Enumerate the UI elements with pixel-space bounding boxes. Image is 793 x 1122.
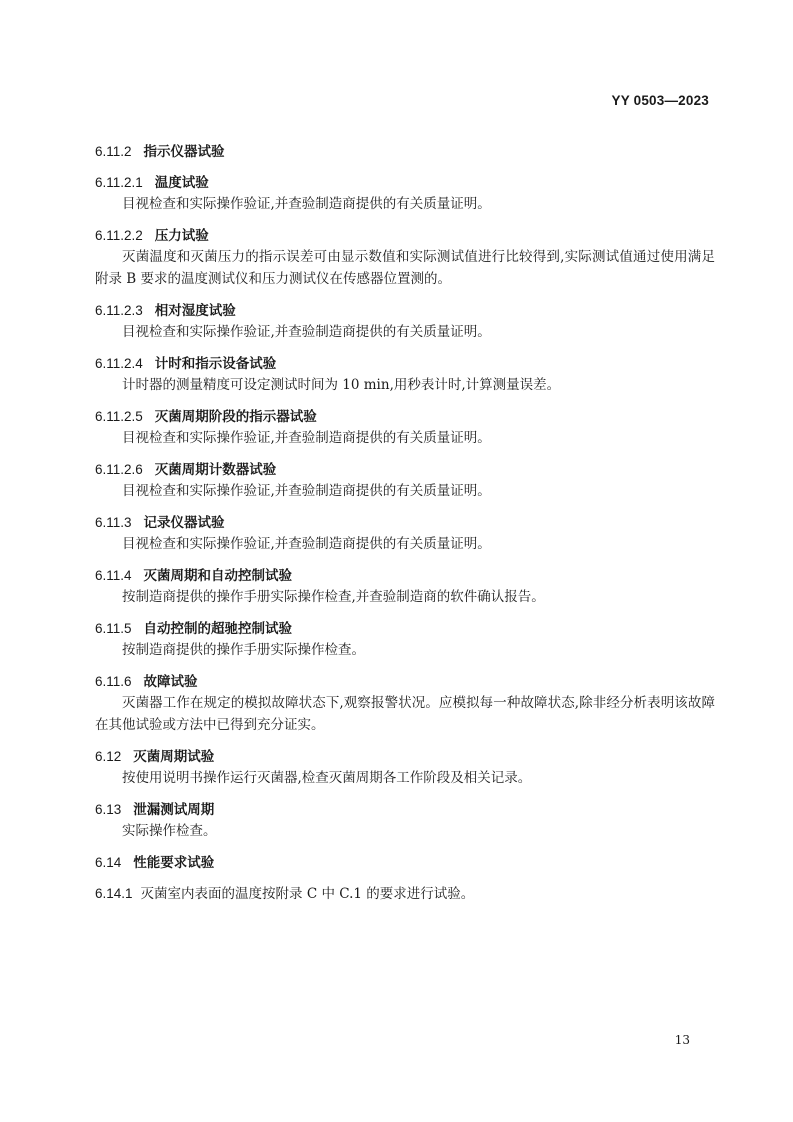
clause-6-14-1 [95, 883, 715, 904]
section-title: 灭菌周期和自动控制试验 [143, 568, 293, 584]
section-body: 目视检查和实际操作验证,并查验制造商提供的有关质量证明。 [122, 430, 491, 446]
section-heading [95, 406, 715, 427]
section-heading [95, 671, 715, 692]
section-title: 记录仪器试验 [143, 515, 225, 531]
section-heading [95, 300, 715, 321]
document-body [95, 141, 715, 904]
section-number: 6.11.2.1 [95, 175, 143, 190]
section-heading [95, 225, 715, 246]
page-number: 13 [674, 1033, 690, 1047]
section-number: 6.11.3 [95, 515, 132, 530]
section-title: 指示仪器试验 [143, 144, 225, 160]
section-heading [95, 618, 715, 639]
section-body: 目视检查和实际操作验证,并查验制造商提供的有关质量证明。 [122, 536, 491, 552]
standard-code: YY 0503—2023 [611, 93, 709, 108]
section-6-14 [95, 852, 715, 873]
section-number: 6.11.2.6 [95, 462, 143, 477]
section-title: 性能要求试验 [133, 855, 215, 871]
section-number: 6.11.2.4 [95, 356, 143, 371]
section-heading [95, 512, 715, 533]
section-title: 相对湿度试验 [154, 303, 236, 319]
section-number: 6.12 [95, 749, 122, 764]
section-body: 按制造商提供的操作手册实际操作检查,并查验制造商的软件确认报告。 [122, 589, 545, 605]
section-title: 灭菌周期阶段的指示器试验 [154, 409, 317, 425]
clause-text: 灭菌室内表面的温度按附录 C 中 C.1 的要求进行试验。 [140, 886, 475, 902]
section-number: 6.11.2.2 [95, 228, 143, 243]
section-6-11-2-2 [95, 225, 715, 290]
section-body: 实际操作检查。 [122, 823, 217, 839]
section-title: 温度试验 [154, 175, 209, 191]
section-title: 压力试验 [154, 228, 209, 244]
section-heading [95, 141, 715, 162]
section-title: 故障试验 [143, 674, 198, 690]
section-heading [95, 172, 715, 193]
section-number: 6.11.4 [95, 568, 132, 583]
section-number: 6.11.2 [95, 144, 132, 159]
section-number: 6.11.6 [95, 674, 132, 689]
section-body: 目视检查和实际操作验证,并查验制造商提供的有关质量证明。 [122, 196, 491, 212]
section-number: 6.14 [95, 855, 122, 870]
section-number: 6.11.2.3 [95, 303, 143, 318]
section-heading [95, 565, 715, 586]
section-6-11-6 [95, 671, 715, 736]
section-body: 灭菌温度和灭菌压力的指示误差可由显示数值和实际测试值进行比较得到,实际测试值通过使用满足附录 B 要求的温度测试仪和压力测试仪在传感器位置测的。 [95, 249, 715, 287]
section-heading [95, 852, 715, 873]
section-6-11-2-3 [95, 300, 715, 343]
clause-number: 6.14.1 [95, 886, 133, 901]
section-heading [95, 353, 715, 374]
section-heading [95, 746, 715, 767]
section-body: 灭菌器工作在规定的模拟故障状态下,观察报警状况。应模拟每一种故障状态,除非经分析表明该故障在其他试验或方法中已得到充分证实。 [95, 695, 715, 733]
section-6-11-2-4 [95, 353, 715, 396]
section-6-13 [95, 799, 715, 842]
section-body: 按制造商提供的操作手册实际操作检查。 [122, 642, 365, 658]
section-title: 自动控制的超驰控制试验 [143, 621, 293, 637]
section-6-11-4 [95, 565, 715, 608]
section-6-12 [95, 746, 715, 789]
section-6-11-2 [95, 141, 715, 162]
section-number: 6.13 [95, 802, 122, 817]
section-6-11-5 [95, 618, 715, 661]
section-heading [95, 459, 715, 480]
section-body: 计时器的测量精度可设定测试时间为 10 min,用秒表计时,计算测量误差。 [122, 377, 561, 393]
section-number: 6.11.2.5 [95, 409, 143, 424]
section-title: 泄漏测试周期 [133, 802, 215, 818]
section-number: 6.11.5 [95, 621, 132, 636]
section-6-11-2-6 [95, 459, 715, 502]
section-body: 目视检查和实际操作验证,并查验制造商提供的有关质量证明。 [122, 483, 491, 499]
section-heading [95, 799, 715, 820]
section-body: 目视检查和实际操作验证,并查验制造商提供的有关质量证明。 [122, 324, 491, 340]
section-title: 灭菌周期试验 [133, 749, 215, 765]
section-title: 灭菌周期计数器试验 [154, 462, 277, 478]
section-6-11-3 [95, 512, 715, 555]
section-title: 计时和指示设备试验 [154, 356, 277, 372]
section-6-11-2-1 [95, 172, 715, 215]
section-6-11-2-5 [95, 406, 715, 449]
section-body: 按使用说明书操作运行灭菌器,检查灭菌周期各工作阶段及相关记录。 [122, 770, 532, 786]
